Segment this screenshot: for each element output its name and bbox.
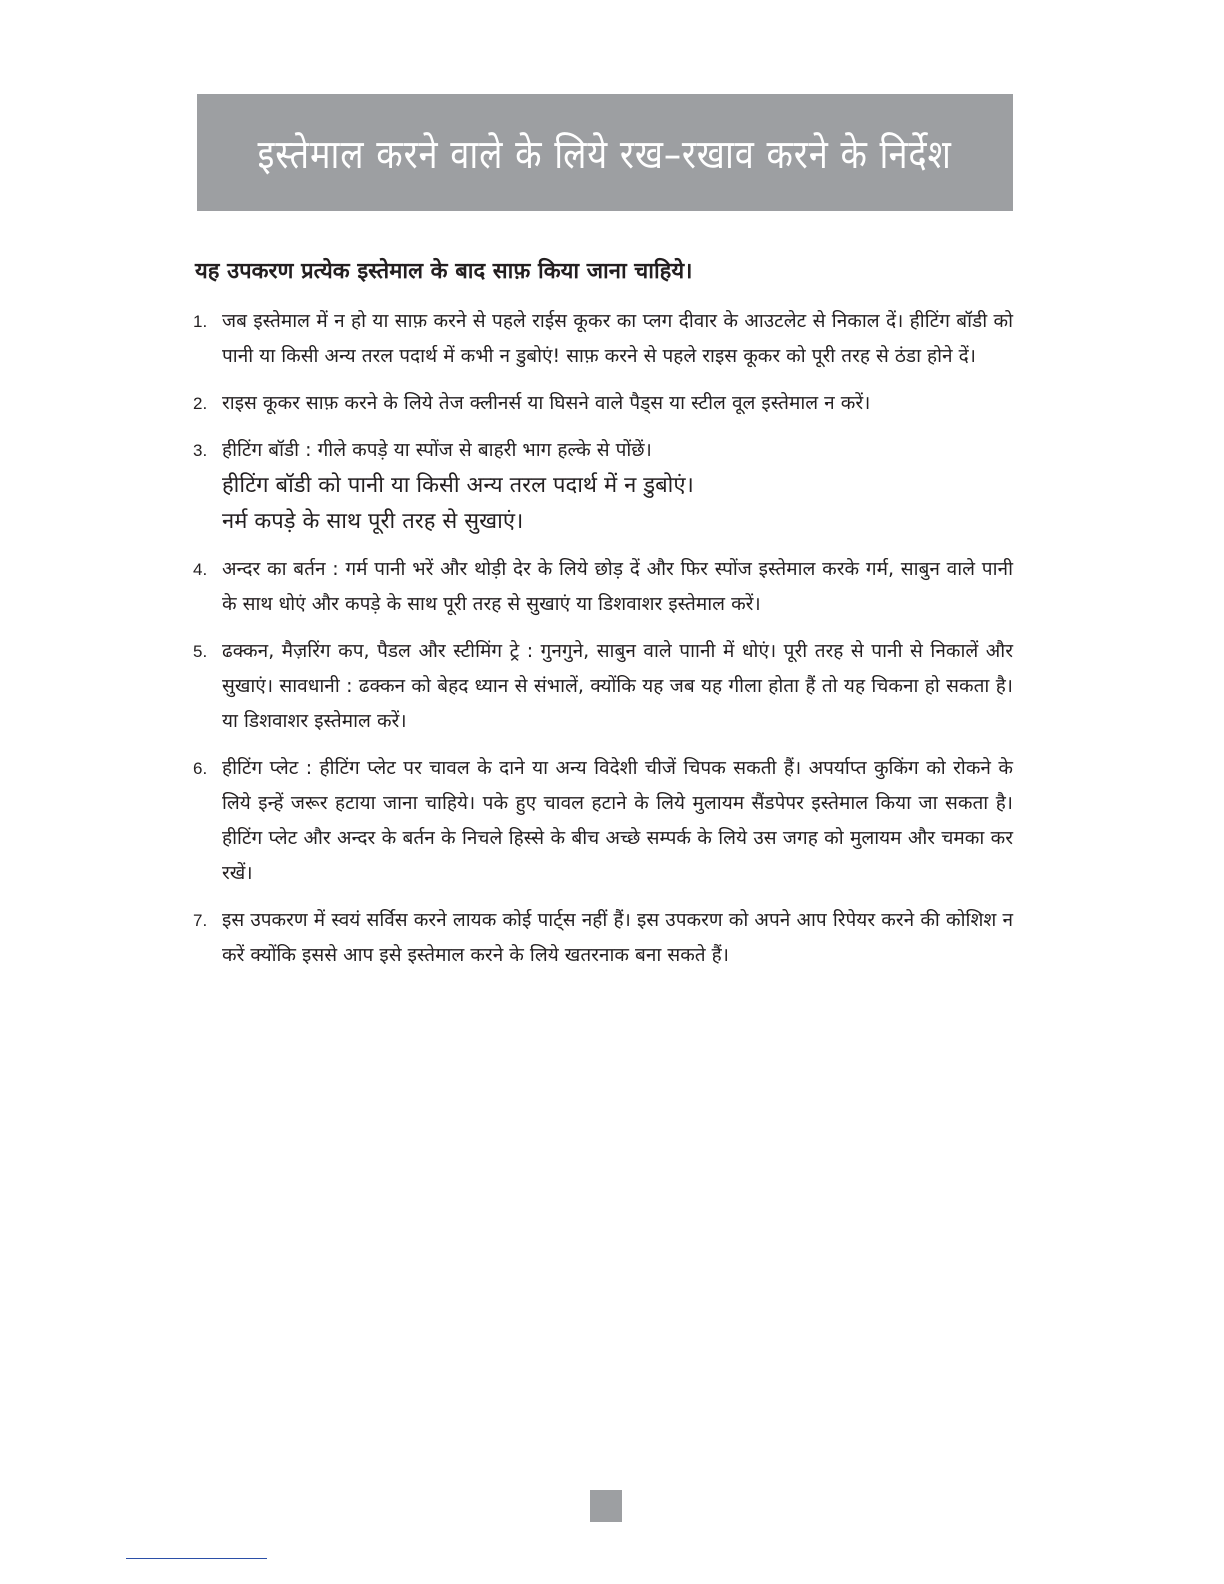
maintenance-steps-list [193,304,1013,985]
page-title: इस्तेमाल करने वाले के लिये रख–रखाव करने के निर्देश [257,132,953,178]
step-item-6 [193,751,1013,891]
step-number: 6. [193,759,208,778]
step-item-4 [193,552,1013,622]
step-text: इस उपकरण में स्वयं सर्विस करने लायक कोई पार्ट्स नहीं हैं। इस उपकरण को अपने आप रिपेयर करने की कोशिश न करें क्योंकि इससे आप इसे इस्तेमाल करने के लिये खतरनाक बना सकते हैं। [222,909,1013,966]
page-marker-square [590,1490,622,1522]
step-number: 4. [193,560,208,579]
step-item-2 [193,386,1013,421]
section-heading: यह उपकरण प्रत्येक इस्तेमाल के बाद साफ़ किया जाना चाहिये। [195,259,693,284]
step-item-1 [193,304,1013,374]
step-number: 1. [193,312,208,331]
step-number: 2. [193,394,208,413]
step-text: अन्दर का बर्तन : गर्म पानी भरें और थोड़ी देर के लिये छोड़ दें और फिर स्पोंज इस्तेमाल करके गर्म, साबुन वाले पानी के साथ धोएं और कपड़े के साथ पूरी तरह से सुखाएं या डिशवाशर इस्तेमाल करें। [222,558,1013,615]
step-item-3 [193,433,1013,540]
step-item-5 [193,634,1013,739]
step-item-7 [193,903,1013,973]
step-text-line-2: हीटिंग बॉडी को पानी या किसी अन्य तरल पदार्थ में न डुबोएं। [222,473,694,498]
step-text-line-3: नर्म कपड़े के साथ पूरी तरह से सुखाएं। [222,509,524,534]
step-text: ढक्कन, मैज़रिंग कप, पैडल और स्टीमिंग ट्रे : गुनगुने, साबुन वाले पाानी में धोएं। पूरी तरह से पानी से निकालें और सुखाएं। सावधानी : ढक्कन को बेहद ध्यान से संभालें, क्योंकि यह जब यह गीला होता हैं तो यह चिकना हो सकता है। या डिशवाशर इस्तेमाल करें। [222,640,1013,732]
step-number: 3. [193,441,208,460]
step-text: हीटिंग प्लेट : हीटिंग प्लेट पर चावल के दाने या अन्य विदेशी चीजें चिपक सकती हैं। अपर्याप्त कुकिंग को रोकने के लिये इन्हें जरूर हटाया जाना चाहिये। पके हुए चावल हटाने के लिये मुलायम सैंडपेपर इस्तेमाल किया जा सकता है। हीटिंग प्लेट और अन्दर के बर्तन के निचले हिस्से के बीच अच्छे सम्पर्क के लिये उस जगह को मुलायम और चमका कर रखें। [222,757,1013,884]
step-number: 5. [193,642,208,661]
step-text: हीटिंग बॉडी : गीले कपड़े या स्पोंज से बाहरी भाग हल्के से पोंछें। [222,439,652,461]
title-banner [197,94,1013,211]
footnote-divider [126,1558,267,1559]
step-text: जब इस्तेमाल में न हो या साफ़ करने से पहले राईस कूकर का प्लग दीवार के आउटलेट से निकाल दें। हीटिंग बॉडी को पानी या किसी अन्य तरल पदार्थ में कभी न डुबोएं! साफ़ करने से पहले राइस कूकर को पूरी तरह से ठंडा होने दें। [222,310,1013,367]
step-text: राइस कूकर साफ़ करने के लिये तेज क्लीनर्स या घिसने वाले पैड्स या स्टील वूल इस्तेमाल न करें। [222,392,871,414]
step-number: 7. [193,911,208,930]
